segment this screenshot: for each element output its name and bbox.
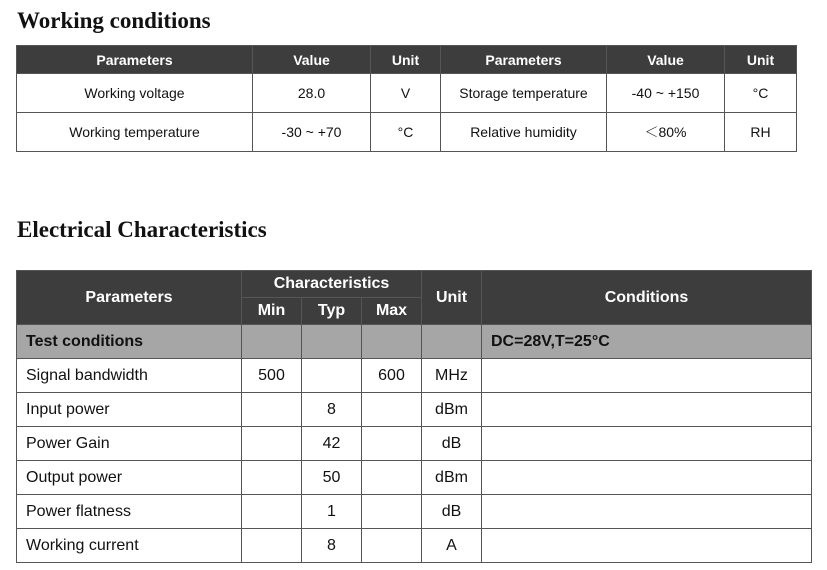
unit-cell: dBm xyxy=(422,461,482,495)
table-cell: °C xyxy=(725,74,797,113)
conditions-cell xyxy=(482,529,812,563)
conditions-cell xyxy=(482,393,812,427)
unit-cell: dBm xyxy=(422,393,482,427)
min-cell xyxy=(242,495,302,529)
conditions-cell xyxy=(482,359,812,393)
table-cell: -40 ~ +150 xyxy=(607,74,725,113)
min-cell xyxy=(242,427,302,461)
electrical-characteristics-table xyxy=(16,270,812,563)
table-cell xyxy=(362,325,422,359)
typ-cell xyxy=(302,359,362,393)
table-header-row xyxy=(17,46,797,74)
max-cell: 600 xyxy=(362,359,422,393)
table-row xyxy=(17,461,812,495)
table-header-row xyxy=(17,271,812,298)
header-unit: Unit xyxy=(422,271,482,325)
header-value: Value xyxy=(253,46,371,74)
param-cell: Signal bandwidth xyxy=(17,359,242,393)
min-cell xyxy=(242,529,302,563)
header-unit-2: Unit xyxy=(725,46,797,74)
table-cell: V xyxy=(371,74,441,113)
unit-cell: dB xyxy=(422,427,482,461)
header-unit: Unit xyxy=(371,46,441,74)
table-row xyxy=(17,529,812,563)
conditions-cell xyxy=(482,427,812,461)
table-row xyxy=(17,495,812,529)
table-row xyxy=(17,359,812,393)
working-conditions-title: Working conditions xyxy=(17,8,211,33)
param-cell: Input power xyxy=(17,393,242,427)
max-cell xyxy=(362,461,422,495)
min-cell xyxy=(242,461,302,495)
unit-cell: MHz xyxy=(422,359,482,393)
table-row xyxy=(17,427,812,461)
header-typ: Typ xyxy=(302,298,362,325)
table-row xyxy=(17,74,797,113)
table-cell xyxy=(302,325,362,359)
max-cell xyxy=(362,495,422,529)
min-cell: 500 xyxy=(242,359,302,393)
header-characteristics: Characteristics xyxy=(242,271,422,298)
table-cell: Storage temperature xyxy=(441,74,607,113)
typ-cell: 8 xyxy=(302,529,362,563)
electrical-characteristics-title: Electrical Characteristics xyxy=(17,217,267,242)
header-parameters-2: Parameters xyxy=(441,46,607,74)
max-cell xyxy=(362,427,422,461)
table-row xyxy=(17,393,812,427)
table-cell: RH xyxy=(725,113,797,152)
test-conditions-value: DC=28V,T=25°C xyxy=(482,325,812,359)
unit-cell: dB xyxy=(422,495,482,529)
unit-cell: A xyxy=(422,529,482,563)
table-row xyxy=(17,113,797,152)
table-cell: Working voltage xyxy=(17,74,253,113)
header-parameters: Parameters xyxy=(17,46,253,74)
table-cell xyxy=(242,325,302,359)
header-value-2: Value xyxy=(607,46,725,74)
test-conditions-row xyxy=(17,325,812,359)
param-cell: Power Gain xyxy=(17,427,242,461)
conditions-cell xyxy=(482,495,812,529)
table-cell: Working temperature xyxy=(17,113,253,152)
param-cell: Output power xyxy=(17,461,242,495)
table-cell: ＜80% xyxy=(607,113,725,152)
conditions-cell xyxy=(482,461,812,495)
header-max: Max xyxy=(362,298,422,325)
min-cell xyxy=(242,393,302,427)
max-cell xyxy=(362,393,422,427)
table-cell: -30 ~ +70 xyxy=(253,113,371,152)
typ-cell: 42 xyxy=(302,427,362,461)
typ-cell: 8 xyxy=(302,393,362,427)
test-conditions-label: Test conditions xyxy=(17,325,242,359)
header-conditions: Conditions xyxy=(482,271,812,325)
table-cell: 28.0 xyxy=(253,74,371,113)
working-conditions-table xyxy=(16,45,797,152)
param-cell: Power flatness xyxy=(17,495,242,529)
header-parameters: Parameters xyxy=(17,271,242,325)
table-cell xyxy=(422,325,482,359)
typ-cell: 50 xyxy=(302,461,362,495)
typ-cell: 1 xyxy=(302,495,362,529)
header-min: Min xyxy=(242,298,302,325)
param-cell: Working current xyxy=(17,529,242,563)
table-cell: Relative humidity xyxy=(441,113,607,152)
table-cell: °C xyxy=(371,113,441,152)
max-cell xyxy=(362,529,422,563)
